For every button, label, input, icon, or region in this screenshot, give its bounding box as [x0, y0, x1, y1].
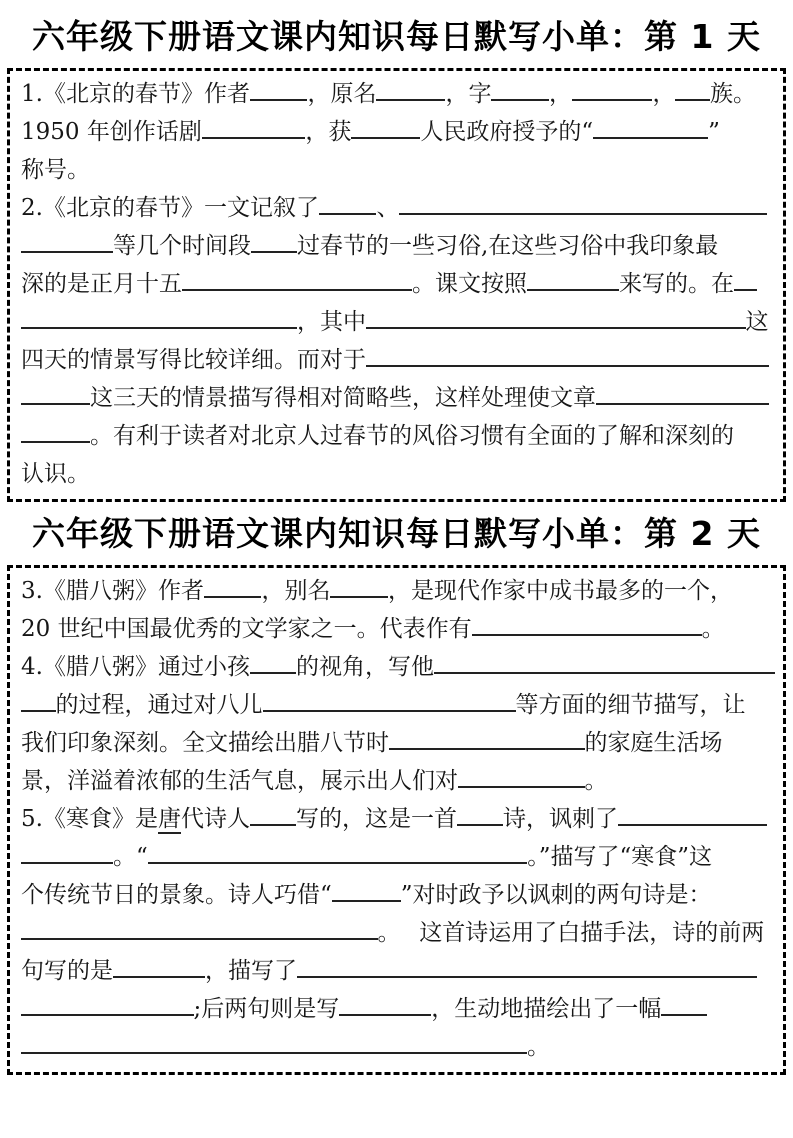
fill-in-blank — [21, 915, 378, 940]
fill-in-blank — [113, 953, 205, 978]
fill-in-blank — [572, 76, 653, 101]
fill-in-blank — [366, 342, 769, 367]
question-line — [21, 113, 775, 151]
question-text: ，原名 — [307, 81, 377, 107]
question-line — [21, 572, 775, 610]
question-text: ，是现代作家中成书最多的一个， — [387, 578, 733, 604]
question-text: 。 这首诗运用了白描手法，诗的前两 — [377, 920, 765, 946]
question-line — [21, 914, 775, 952]
fill-in-blank — [319, 190, 377, 215]
question-line — [21, 455, 775, 493]
question-line — [21, 303, 775, 341]
question-line — [21, 610, 775, 648]
question-text: 。“ — [113, 844, 148, 870]
fill-in-blank — [339, 991, 431, 1016]
fill-in-blank — [330, 573, 388, 598]
question-text: 族。 — [709, 81, 756, 107]
question-text: 3.《腊八粥》作者 — [21, 578, 204, 604]
question-text: 1.《北京的春节》作者 — [21, 81, 250, 107]
fill-in-blank — [297, 953, 757, 978]
fill-in-blank — [182, 266, 412, 291]
question-text: 等方面的细节描写，让 — [515, 692, 746, 718]
question-text: 。 — [701, 616, 725, 642]
question-line — [21, 876, 775, 914]
question-line — [21, 724, 775, 762]
question-text: 的视角，写他 — [295, 654, 434, 680]
question-text: 5.《寒食》是 — [21, 806, 158, 832]
fill-in-blank — [593, 114, 708, 139]
fill-in-blank — [618, 801, 768, 826]
fill-in-blank — [457, 801, 503, 826]
question-text: 这 — [745, 309, 769, 335]
question-text: 认识。 — [21, 461, 90, 487]
question-line — [21, 151, 775, 189]
underlined-text: 唐 — [157, 806, 181, 832]
question-line — [21, 189, 775, 227]
question-text: 的家庭生活场 — [584, 730, 723, 756]
fill-in-blank — [596, 380, 769, 405]
fill-in-blank — [434, 649, 775, 674]
question-line — [21, 417, 775, 455]
fill-in-blank — [21, 991, 194, 1016]
worksheet-title-day-2: 六年级下册语文课内知识每日默写小单：第 2 天 — [32, 514, 761, 553]
fill-in-blank — [251, 228, 297, 253]
fill-in-blank — [21, 418, 90, 443]
question-text: 代诗人 — [180, 806, 250, 832]
question-text: 。 — [527, 1034, 550, 1060]
question-text: ，别名 — [261, 578, 331, 604]
question-text: ;后两句则是写 — [193, 996, 340, 1022]
fill-in-blank — [21, 304, 297, 329]
fill-in-blank — [202, 114, 306, 139]
worksheet-title-day-1: 六年级下册语文课内知识每日默写小单：第 1 天 — [32, 17, 761, 56]
question-line — [21, 75, 775, 113]
question-line — [21, 227, 775, 265]
question-text: ，描写了 — [205, 958, 297, 984]
question-line — [21, 952, 775, 990]
question-line — [21, 762, 775, 800]
question-text: 这三天的情景描写得相对简略些，这样处理使文章 — [90, 385, 596, 411]
question-line — [21, 838, 775, 876]
question-text: 、 — [376, 195, 400, 221]
question-text: ” — [708, 119, 720, 145]
question-text: ”对时政予以讽刺的两句诗是： — [400, 882, 712, 908]
question-line — [21, 990, 775, 1028]
fill-in-blank — [204, 573, 262, 598]
question-text: 句写的是 — [21, 958, 113, 984]
question-line — [21, 379, 775, 417]
question-box-day-2 — [7, 565, 786, 1075]
question-text: 来写的。在 — [619, 271, 734, 297]
question-text: 。课文按照 — [412, 271, 527, 297]
question-text: 写的，这是一首 — [295, 806, 457, 832]
worksheet-page — [0, 16, 793, 1138]
question-text: 我们印象深刻。全文描绘出腊八节时 — [21, 730, 389, 756]
question-text: ，字 — [445, 81, 492, 107]
question-text: 。 — [584, 768, 608, 794]
question-line — [21, 265, 775, 303]
question-text: 20 世纪中国最优秀的文学家之一。代表作有 — [21, 616, 472, 642]
question-text: ，其中 — [297, 309, 366, 335]
question-text: 4.《腊八粥》通过小孩 — [21, 654, 250, 680]
fill-in-blank — [734, 266, 757, 291]
question-text: 。”描写了“寒食”这 — [527, 844, 713, 870]
question-text: 四天的情景写得比较详细。而对于 — [21, 347, 366, 373]
fill-in-blank — [21, 1029, 527, 1054]
fill-in-blank — [472, 611, 702, 636]
question-text: 等几个时间段 — [113, 233, 251, 259]
question-text: 过春节的一些习俗,在这些习俗中我印象最 — [297, 233, 719, 259]
fill-in-blank — [351, 114, 420, 139]
question-text: 景，洋溢着浓郁的生活气息，展示出人们对 — [21, 768, 458, 794]
fill-in-blank — [458, 763, 585, 788]
fill-in-blank — [675, 76, 710, 101]
question-line — [21, 686, 775, 724]
fill-in-blank — [250, 649, 296, 674]
worksheet — [0, 16, 793, 1075]
fill-in-blank — [250, 801, 296, 826]
question-text: 2.《北京的春节》一文记叙了 — [21, 195, 319, 221]
question-text: 。有利于读者对北京人过春节的风俗习惯有全面的了解和深刻的 — [90, 423, 734, 449]
fill-in-blank — [366, 304, 746, 329]
question-text: 诗，讽刺了 — [502, 806, 618, 832]
question-text: ， — [548, 81, 572, 107]
fill-in-blank — [21, 839, 113, 864]
fill-in-blank — [148, 839, 528, 864]
question-line — [21, 800, 775, 838]
question-text: 称号。 — [21, 157, 90, 183]
question-text: ， — [652, 81, 676, 107]
question-box-day-1 — [7, 68, 786, 502]
question-text: ，生动地描绘出了一幅 — [431, 996, 662, 1022]
fill-in-blank — [21, 687, 56, 712]
question-text: ，获 — [305, 119, 352, 145]
question-text: 的过程，通过对八儿 — [55, 692, 263, 718]
fill-in-blank — [332, 877, 401, 902]
fill-in-blank — [21, 228, 113, 253]
question-text: 人民政府授予的“ — [420, 119, 594, 145]
fill-in-blank — [376, 76, 445, 101]
question-text: 个传统节日的景象。诗人巧借“ — [21, 882, 332, 908]
fill-in-blank — [491, 76, 549, 101]
fill-in-blank — [263, 687, 516, 712]
fill-in-blank — [399, 190, 767, 215]
question-line — [21, 341, 775, 379]
question-text: 1950 年创作话剧 — [21, 119, 202, 145]
question-line — [21, 648, 775, 686]
question-text: 深的是正月十五 — [21, 271, 182, 297]
fill-in-blank — [527, 266, 619, 291]
fill-in-blank — [21, 380, 90, 405]
question-line — [21, 1028, 775, 1066]
fill-in-blank — [250, 76, 308, 101]
fill-in-blank — [661, 991, 707, 1016]
fill-in-blank — [389, 725, 585, 750]
